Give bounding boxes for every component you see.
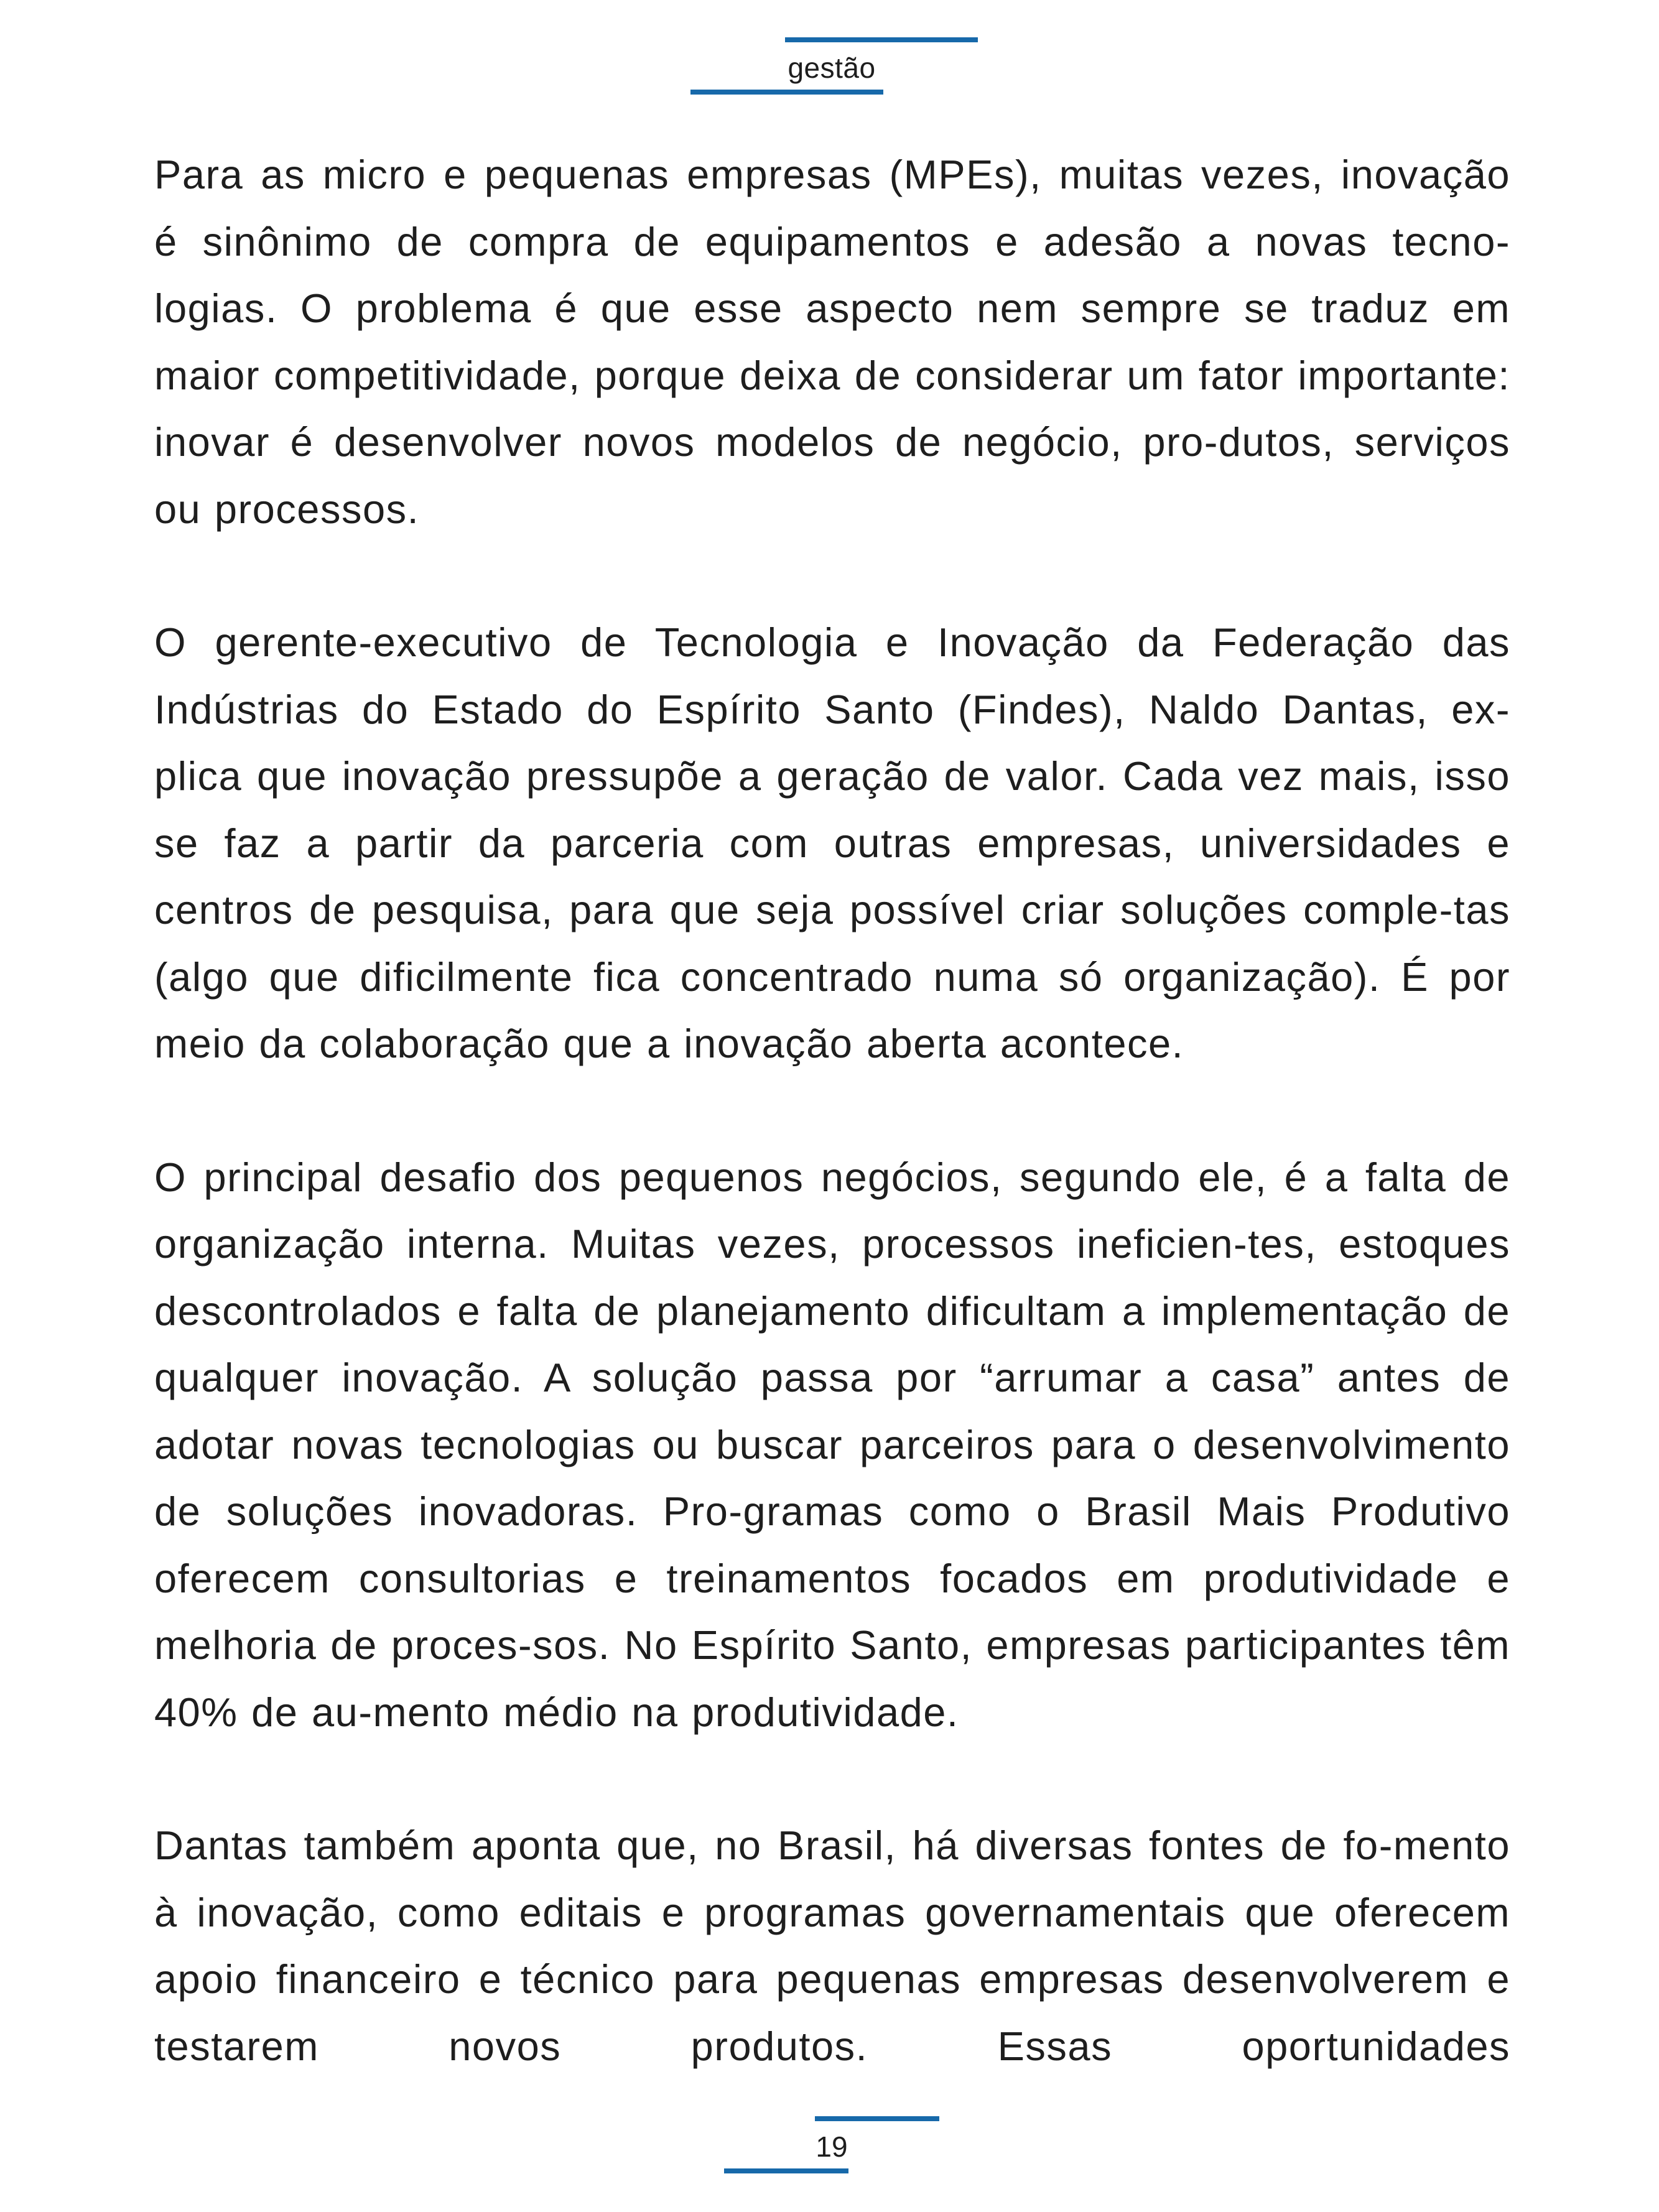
paragraph-3: O principal desafio dos pequenos negócios, segundo ele, é a falta de organização interna. Muitas vezes, processos ineficien-tes, estoques descontrolados e falta de planejamento dificultam a implementação de qualquer inovação. A solução passa por “arrumar a casa” antes de adotar novas tecnologias ou buscar parceiros para o desenvolvimento de soluções inovadoras. Pro-gramas como o Brasil Mais Produtivo oferecem consultorias e treinamentos focados em produtividade e melhoria de proces-sos. No Espírito Santo, empresas participantes têm 40% de au-mento médio na produtividade. [154,1154,1510,1735]
paragraph-4: Dantas também aponta que, no Brasil, há diversas fontes de fo-mento à inovação, como editais e programas governamentais que oferecem apoio financeiro e técnico para pequenas empresas desenvolverem e testarem novos produtos. Essas oportunidades [154,1823,1510,2069]
page-number: 19 [816,2131,848,2163]
paragraph-1: Para as micro e pequenas empresas (MPEs), muitas vezes, inovação é sinônimo de compra de equipamentos e adesão a novas tecno-logias. O problema é que esse aspecto nem sempre se traduz em maior competitividade, porque deixa de considerar um fator importante: inovar é desenvolver novos modelos de negócio, pro-dutos, serviços ou processos. [154,152,1510,532]
section-label: gestão [788,52,876,84]
footer-rule-top [815,2116,939,2121]
header-rule-top [785,37,978,42]
paragraph-2: O gerente-executivo de Tecnologia e Inovação da Federação das Indústrias do Estado do Espírito Santo (Findes), Naldo Dantas, ex-plica que inovação pressupõe a geração de valor. Cada vez mais, isso se faz a partir da parceria com outras empresas, universidades e centros de pesquisa, para que seja possível criar soluções comple-tas (algo que dificilmente fica concentrado numa só organização). É por meio da colaboração que a inovação aberta acontece. [154,620,1510,1066]
header-rule-bottom [690,90,883,95]
footer-rule-bottom [724,2168,848,2173]
article-body [154,141,1510,2080]
